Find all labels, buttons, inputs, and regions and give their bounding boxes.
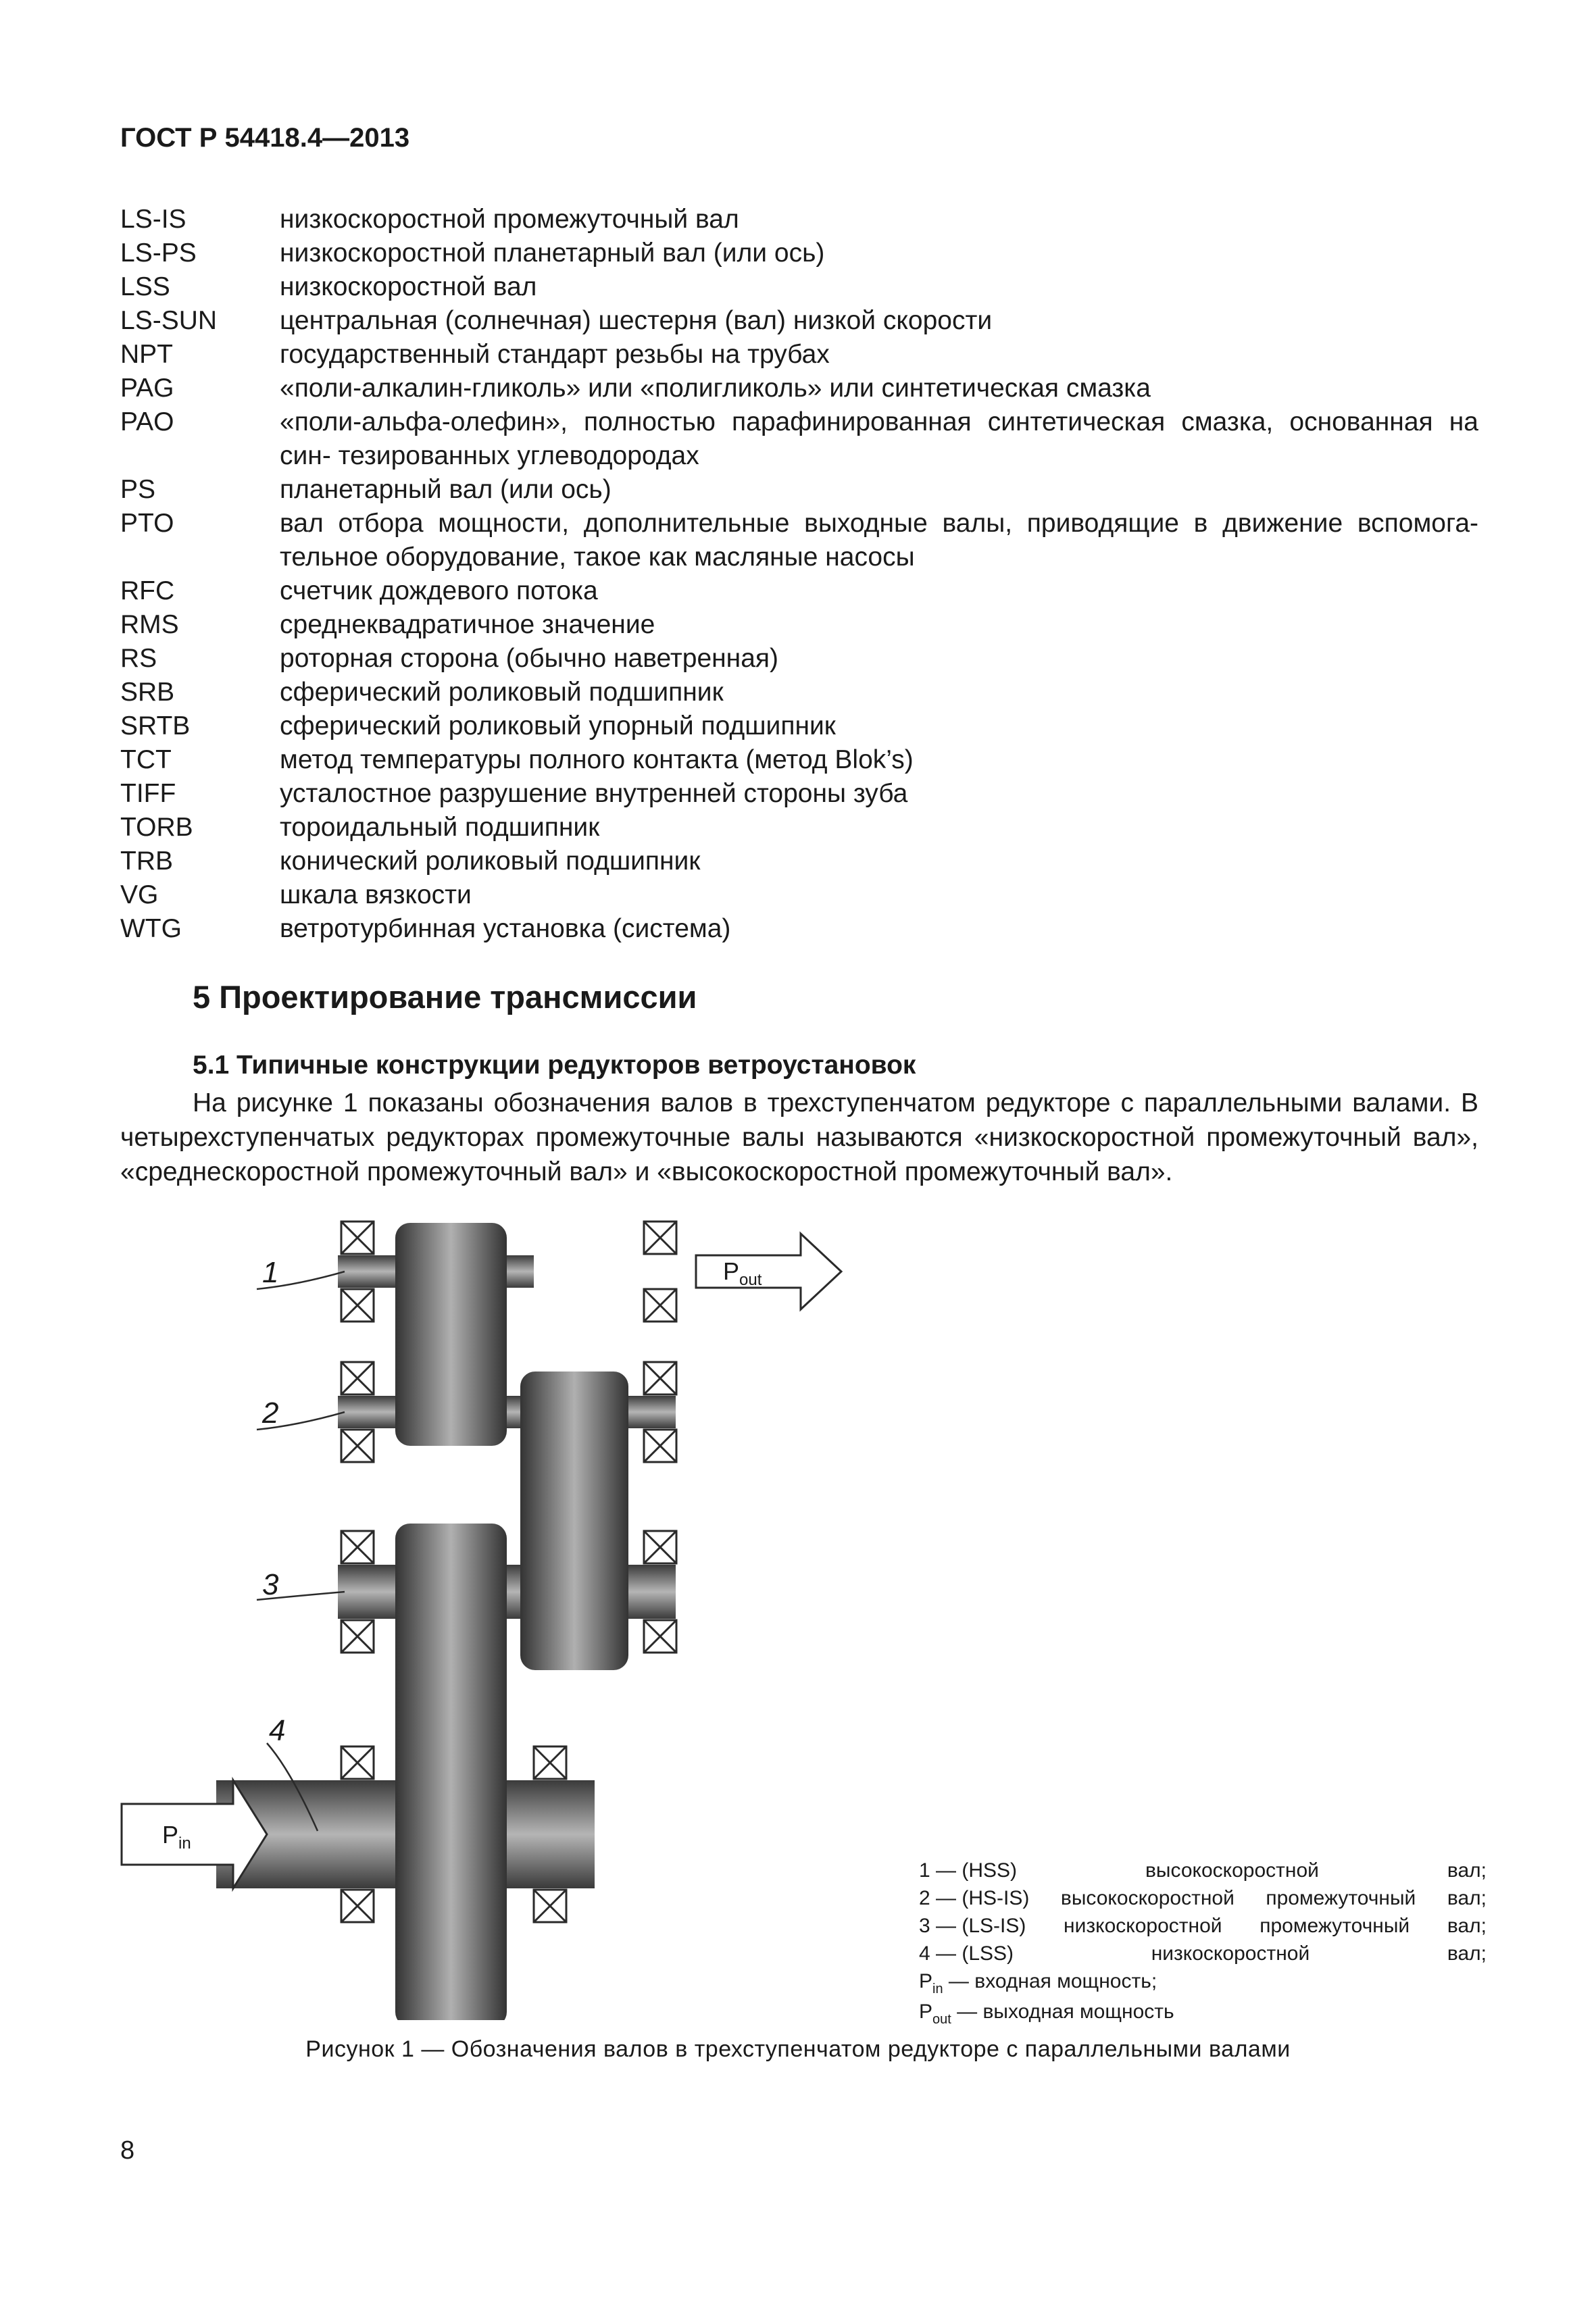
- gear-2: [520, 1372, 628, 1670]
- abbreviation-code: NPT: [120, 340, 173, 369]
- shaft-label-4: 4: [269, 1714, 286, 1747]
- legend-item: [919, 1884, 1487, 1912]
- shaft-label-3: 3: [262, 1568, 279, 1601]
- gear-3: [395, 1524, 507, 2020]
- shaft-4-stub: [500, 1780, 595, 1888]
- abbreviation-code: TORB: [120, 813, 193, 842]
- abbreviation-definition: центральная (солнечная) шестерня (вал) низкой скорости: [280, 306, 993, 335]
- abbreviation-definition: ветротурбинная установка (система): [280, 914, 731, 943]
- abbreviation-row: [120, 845, 1478, 878]
- document-header: ГОСТ Р 54418.4—2013: [120, 123, 410, 153]
- abbreviation-definition: планетарный вал (или ось): [280, 475, 612, 504]
- body-paragraph: На рисунке 1 показаны обозначения валов в трехступенчатом редукторе с параллельными валами. В четырехступенчатых редукторах промежуточные валы называются «низкоскоростной промежуточный вал», «среднескоростной промежуточный вал» и «высокоскоростной промежуточный вал».: [120, 1088, 1478, 1186]
- abbreviation-definition: роторная сторона (обычно наветренная): [280, 644, 779, 673]
- abbreviation-row: [120, 338, 1478, 372]
- legend-text: (LSS) низкоскоростной вал;: [962, 1942, 1487, 1965]
- shaft-label-1: 1: [262, 1256, 279, 1289]
- abbreviation-code: LS-IS: [120, 205, 186, 234]
- legend-pout: $P_{out}$ — выходная мощность: [919, 2001, 1174, 2027]
- abbreviation-code: TRB: [120, 847, 173, 876]
- legend-item: [919, 1940, 1487, 1967]
- abbreviation-row: [120, 574, 1478, 608]
- legend-text: (LS-IS) низкоскоростной промежуточный вал;: [962, 1915, 1487, 1937]
- abbreviation-row: [120, 878, 1478, 912]
- gearbox-diagram: [115, 1209, 912, 2020]
- p-out-label: $P_{out}$: [723, 1257, 762, 1289]
- abbreviation-code: RFC: [120, 576, 175, 605]
- abbreviation-row: [120, 811, 1478, 845]
- section-title: 5 Проектирование трансмиссии: [193, 979, 697, 1015]
- abbreviation-row: [120, 777, 1478, 811]
- legend-text: (HSS) высокоскоростной вал;: [962, 1859, 1487, 1882]
- abbreviation-row: [120, 372, 1478, 405]
- abbreviation-row: [120, 270, 1478, 304]
- abbreviation-code: WTG: [120, 914, 182, 943]
- abbreviation-definition: конический роликовый подшипник: [280, 847, 701, 876]
- legend-number: 3 —: [919, 1915, 962, 1937]
- abbreviation-row: [120, 507, 1478, 574]
- p-in-label: $P_{in}$: [162, 1821, 191, 1853]
- abbreviation-row: [120, 743, 1478, 777]
- legend-pin: $P_{in}$ — входная мощность;: [919, 1970, 1157, 1996]
- abbreviation-code: PTO: [120, 509, 174, 538]
- abbreviation-code: PAO: [120, 407, 174, 436]
- abbreviation-code: TIFF: [120, 779, 176, 808]
- abbreviation-row: [120, 912, 1478, 946]
- abbreviation-code: TCT: [120, 745, 172, 774]
- abbreviation-definition: метод температуры полного контакта (метод Blok’s): [280, 745, 914, 774]
- gearbox-figure: [115, 1209, 912, 2023]
- abbreviation-definition: низкоскоростной промежуточный вал: [280, 205, 739, 234]
- abbreviation-code: LSS: [120, 272, 170, 301]
- abbreviation-row: [120, 676, 1478, 709]
- abbreviation-code: RS: [120, 644, 157, 673]
- abbreviation-code: SRB: [120, 678, 175, 707]
- abbreviation-definition: счетчик дождевого потока: [280, 576, 598, 605]
- abbreviation-code: RMS: [120, 610, 179, 639]
- figure-legend: [919, 1857, 1487, 2028]
- abbreviation-definition: усталостное разрушение внутренней стороны зуба: [280, 779, 908, 808]
- legend-item: [919, 1912, 1487, 1940]
- abbreviation-list: [120, 203, 1478, 946]
- abbreviation-definition: шкала вязкости: [280, 880, 472, 909]
- page-number: 8: [120, 2136, 135, 2165]
- abbreviation-code: LS-PS: [120, 238, 197, 268]
- legend-number: 2 —: [919, 1887, 962, 1909]
- abbreviation-row: [120, 709, 1478, 743]
- gear-1: [395, 1223, 507, 1446]
- abbreviation-code: LS-SUN: [120, 306, 218, 335]
- abbreviation-row: [120, 304, 1478, 338]
- legend-item: [919, 1857, 1487, 1884]
- abbreviation-definition: сферический роликовый подшипник: [280, 678, 724, 707]
- abbreviation-row: [120, 203, 1478, 236]
- abbreviation-definition: вал отбора мощности, дополнительные выходные валы, приводящие в движение вспомога- тельное оборудование, такое как масляные насосы: [280, 509, 1478, 572]
- abbreviation-definition: сферический роликовый упорный подшипник: [280, 711, 836, 740]
- abbreviation-code: PS: [120, 475, 156, 504]
- abbreviation-row: [120, 236, 1478, 270]
- abbreviation-definition: среднеквадратичное значение: [280, 610, 655, 639]
- p-out-arrow: [696, 1234, 841, 1309]
- abbreviation-row: [120, 642, 1478, 676]
- legend-number: 1 —: [919, 1859, 962, 1882]
- abbreviation-definition: тороидальный подшипник: [280, 813, 600, 842]
- abbreviation-row: [120, 405, 1478, 473]
- abbreviation-definition: «поли-алкалин-гликоль» или «полигликоль» или синтетическая смазка: [280, 374, 1151, 403]
- figure-caption: Рисунок 1 — Обозначения валов в трехступенчатом редукторе с параллельными валами: [305, 2036, 1291, 2062]
- shaft-label-2: 2: [262, 1397, 279, 1430]
- legend-text: (HS-IS) высокоскоростной промежуточный вал;: [962, 1887, 1487, 1909]
- abbreviation-code: SRTB: [120, 711, 191, 740]
- abbreviation-definition: государственный стандарт резьбы на трубах: [280, 340, 830, 369]
- abbreviation-code: VG: [120, 880, 159, 909]
- abbreviation-definition: «поли-альфа-олефин», полностью парафинированная синтетическая смазка, основанная на син- тезированных углеводородах: [280, 407, 1478, 470]
- abbreviation-row: [120, 473, 1478, 507]
- legend-number: 4 —: [919, 1942, 962, 1965]
- abbreviation-row: [120, 608, 1478, 642]
- abbreviation-definition: низкоскоростной вал: [280, 272, 537, 301]
- abbreviation-code: PAG: [120, 374, 174, 403]
- abbreviation-definition: низкоскоростной планетарный вал (или ось): [280, 238, 825, 268]
- subsection-title: 5.1 Типичные конструкции редукторов ветроустановок: [193, 1051, 916, 1080]
